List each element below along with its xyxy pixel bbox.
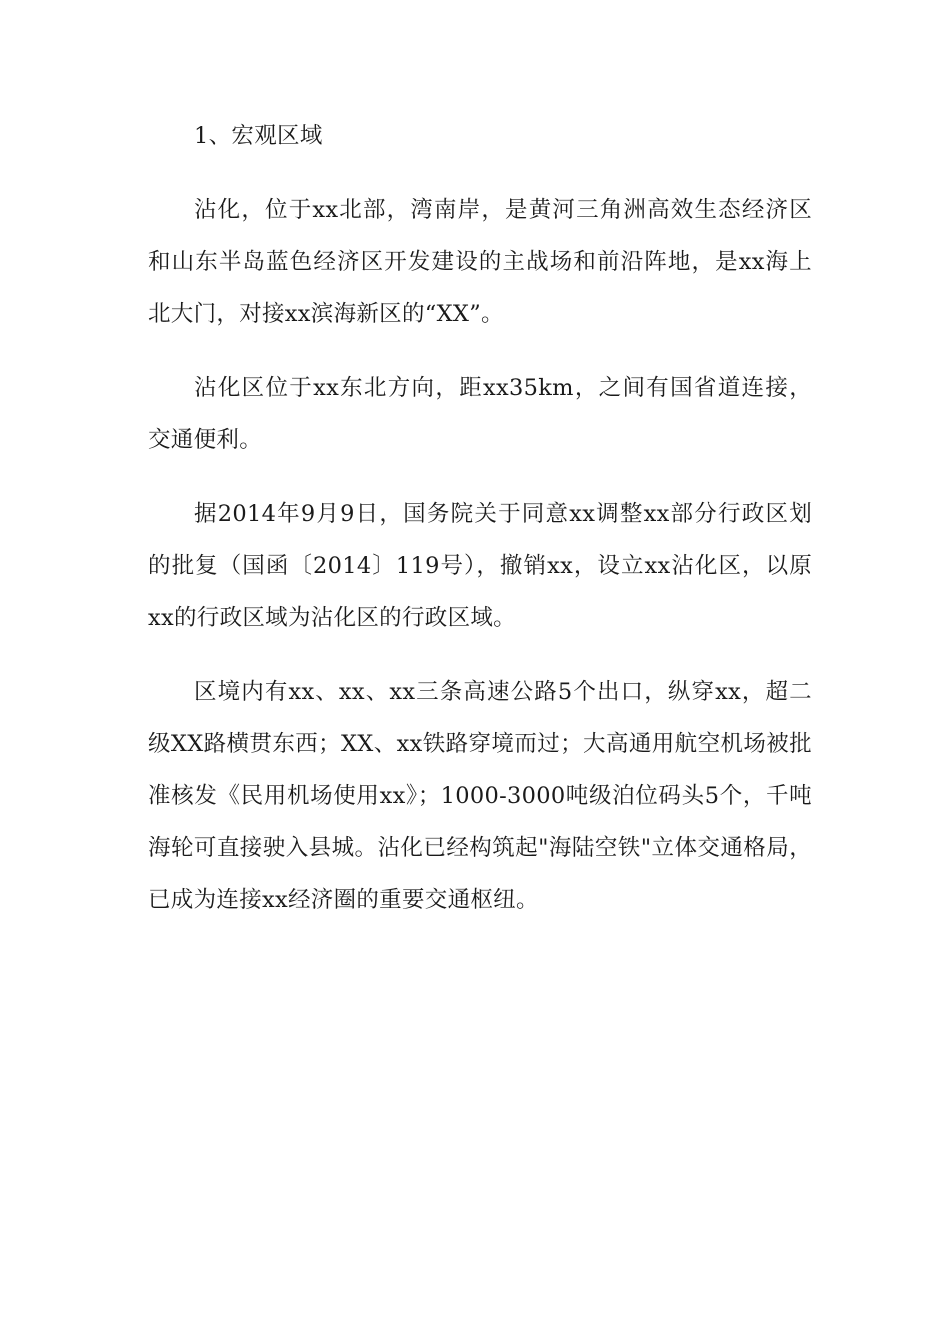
paragraph-location: 沾化，位于xx北部，湾南岸，是黄河三角洲高效生态经济区和山东半岛蓝色经济区开发建设的主战场和前沿阵地，是xx海上北大门，对接xx滨海新区的“XX”。	[148, 197, 812, 327]
paragraph-administrative: 据2014年9月9日，国务院关于同意xx调整xx部分行政区划的批复（国函〔2014〕119号），撤销xx，设立xx沾化区，以原xx的行政区域为沾化区的行政区域。	[148, 501, 812, 631]
paragraph-distance: 沾化区位于xx东北方向，距xx35km，之间有国省道连接，交通便利。	[148, 375, 812, 453]
paragraph-transport: 区境内有xx、xx、xx三条高速公路5个出口，纵穿xx，超二级XX路横贯东西；XX、xx铁路穿境而过；大高通用航空机场被批准核发《民用机场使用xx》；1000-3000吨级泊位码头5个，千吨海轮可直接驶入县城。沾化已经构筑起"海陆空铁"立体交通格局，已成为连接xx经济圈的重要交通枢纽。	[148, 679, 812, 913]
document-body	[148, 110, 812, 926]
section-heading: 1、宏观区域	[194, 123, 323, 149]
